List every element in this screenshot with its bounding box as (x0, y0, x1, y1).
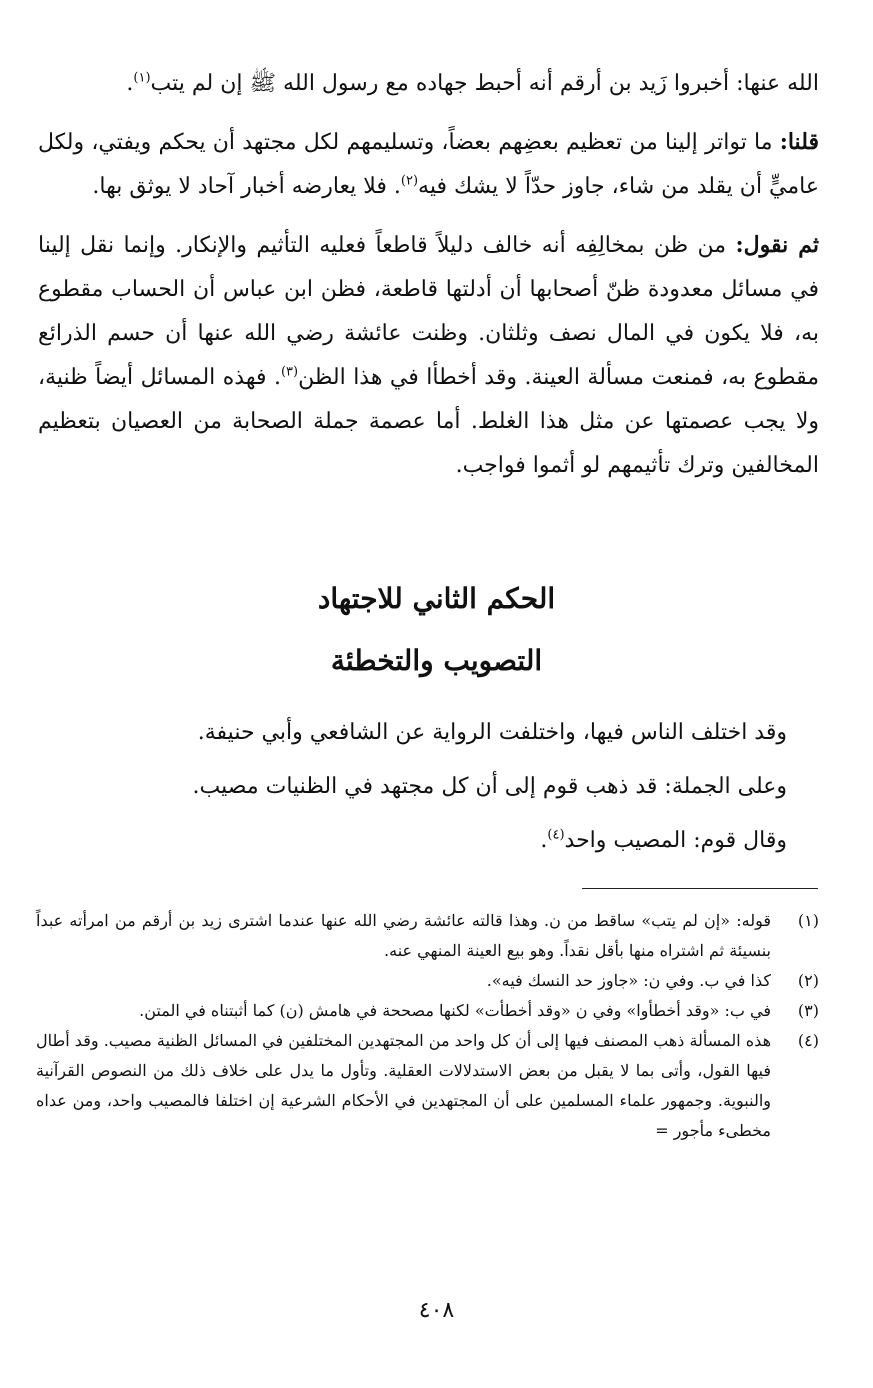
footnote-number: (٢) (797, 971, 819, 990)
footnote-number: (٣) (797, 1001, 819, 1020)
footnote-number: (١) (797, 911, 819, 930)
indented-line-2: وعلى الجملة: قد ذهب قوم إلى أن كل مجتهد في الظنيات مصيب. (192, 774, 787, 799)
footnote-number: (٤) (797, 1031, 819, 1050)
indented-lines (60, 706, 787, 868)
footnote-ref-1: (١) (133, 70, 151, 86)
paragraph-3-lead: ثم نقول: (735, 232, 819, 258)
section-subtitle: التصويب والتخطئة (330, 644, 543, 677)
footnote-item (36, 996, 819, 1026)
footnote-item (36, 1026, 819, 1146)
footnotes (36, 906, 819, 1146)
footnote-text: قوله: «إن لم يتب» ساقط من ن. وهذا قالته عائشة رضي الله عنها عندما اشترى زيد بن أرقم من امرأته عبداً بنسيئة ثم اشتراه منها بأقل نقداً. وهو بيع العينة المنهي عنه. (36, 911, 771, 960)
paragraph-2-text-b: . فلا يعارضه أخبار آحاد لا يوثق بها. (92, 174, 401, 199)
footnote-text: في ب: «وقد أخطأوا» وفي ن «وقد أخطأت» لكنها مصححة في هامش (ن) كما أثبتناه في المتن. (139, 1001, 771, 1020)
footnote-ref-4: (٤) (547, 827, 565, 843)
footnote-text: هذه المسألة ذهب المصنف فيها إلى أن كل واحد من المجتهدين المختلفين في المسائل الظنية مصيب. وقد أطال فيها القول، وأتى بما لا يقبل من بعض الاستدلالات العقلية. وتأول ما يدل على خلاف ذلك من النصوص القرآنية والنبوية. وجمهور علماء المسلمين على أن المجتهدين في الأحكام الشرعية إن اختلفا فالمصيب واحد، ومن عداه مخطىء مأجور = (36, 1031, 772, 1140)
section-title: الحكم الثاني للاجتهاد (317, 582, 556, 615)
indented-line-3-text: وقال قوم: المصيب واحد (564, 828, 787, 853)
paragraph-1 (38, 62, 819, 106)
footnote-ref-3: (٣) (280, 364, 299, 380)
main-text (38, 62, 819, 502)
footnote-item (36, 906, 819, 966)
indented-line-1: وقد اختلف الناس فيها، واختلفت الرواية عن الشافعي وأبي حنيفة. (197, 720, 787, 745)
paragraph-2-lead: قلنا: (779, 129, 819, 155)
paragraph-3-text-a: من ظن بمخالِفِه أنه خالف دليلاً قاطعاً فعليه التأثيم والإنكار. وإنما نقل إلينا في مسائل معدودة ظنّ أصحابها أن أدلتها قاطعة، فظن ابن عباس أن الحساب مقطوع به، فلا يكون في المال نصف وثلثان. وظنت عائشة رضي الله عنها أن حسم الذرائع مقطوع به، فمنعت مسألة العينة. وقد أخطأا في هذا الظن (38, 233, 820, 390)
footnote-ref-2: (٢) (400, 173, 419, 189)
paragraph-2 (38, 120, 819, 209)
indented-line-3-end: . (540, 828, 548, 853)
paragraph-2-text-a: ما تواتر إلينا من تعظيم بعضِهم بعضاً، وتسليمهم لكل مجتهد أن يحكم ويفتي، ولكل عاميٍّ أن يقلد من شاء، جاوز حدّاً لا يشك فيه (38, 130, 819, 199)
footnote-divider (582, 888, 818, 889)
paragraph-1-end: . (126, 71, 134, 96)
footnote-text: كذا في ب. وفي ن: «جاوز حد النسك فيه». (486, 971, 771, 990)
paragraph-3-text-b: . فهذه المسائل أيضاً ظنية، ولا يجب عصمتها عن مثل هذا الغلط. أما عصمة جملة الصحابة من العصيان بتعظيم المخالفين وترك تأثيمهم لو أثموا فواجب. (38, 365, 819, 478)
page-number: ٤٠٨ (418, 1298, 455, 1323)
indented-line-3 (60, 814, 787, 868)
paragraph-1-text: الله عنها: أخبروا زَيد بن أرقم أنه أحبط جهاده مع رسول الله ﷺ إن لم يتب (150, 71, 819, 96)
footnote-item (36, 966, 819, 996)
paragraph-3 (38, 223, 819, 488)
